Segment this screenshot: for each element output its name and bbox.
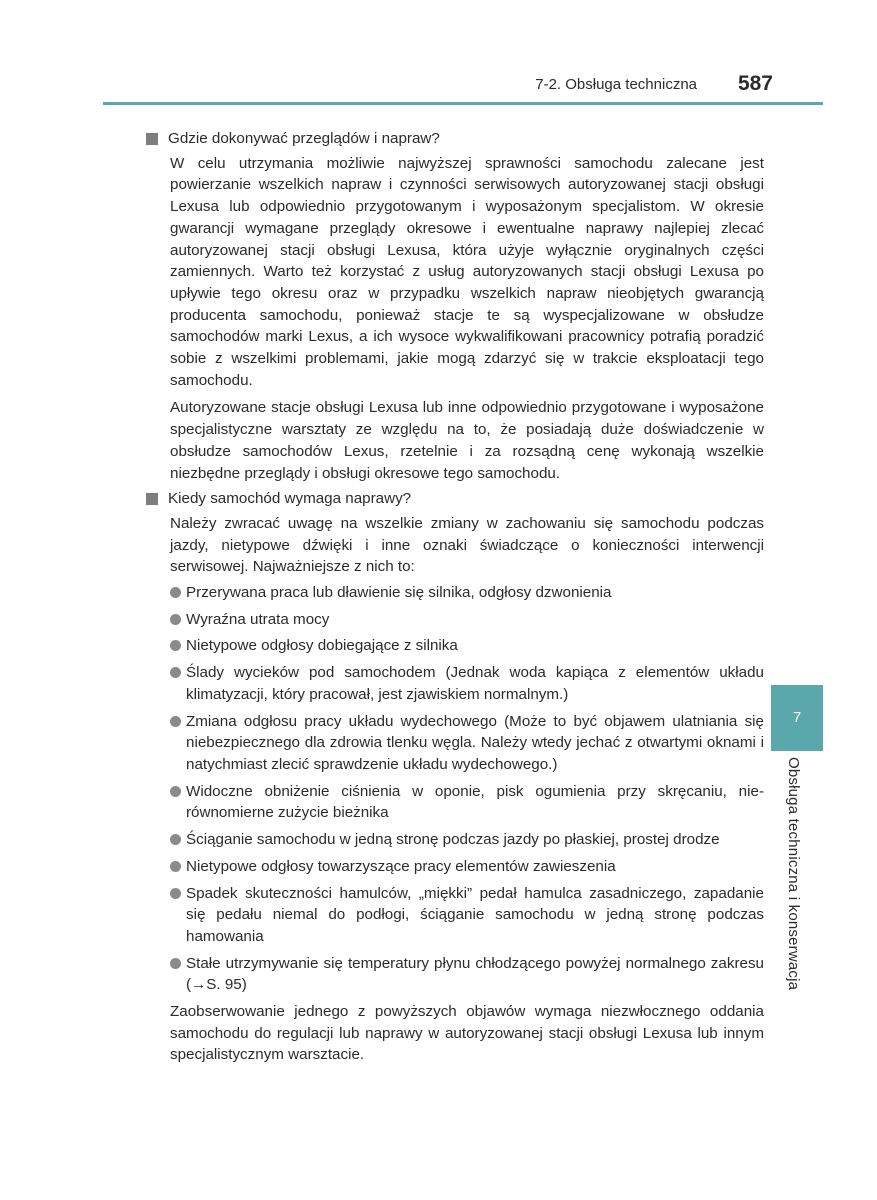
list-item [170, 662, 764, 705]
page-number: 587 [737, 72, 773, 95]
chapter-title: Obsługa techniczna i konserwacja [785, 757, 802, 991]
body-paragraph: W celu utrzymania możliwie najwyższej sprawności samochodu zalecane jest powierzanie wszelkich napraw i czynności serwisowych autoryzowanej stacji obsługi Lexusa lub odpowiednio przygotowanym i wyposażonym specjalistom. W okresie gwarancji wymagane przeglądy okresowe i ewentualne naprawy najlepiej zlecać autoryzowanej stacji obsługi Lexusa, która użyje wyłącznie oryginalnych części zamiennych. Warto też korzystać z usług autoryzowanych stacji obsługi Lexusa po upływie tego okresu oraz w przypadku wszelkich napraw nieobjętych gwarancją producenta samochodu, ponieważ stacje te są wyspecjalizowane w obsłudze samochodów marki Lexus, a ich wysoce wykwalifikowani pracownicy potrafią poradzić sobie z wszelkimi problemami, jakie mogą zdarzyć się w trakcie eksploatacji tego samochodu. [170, 154, 764, 389]
list-item-text: Zmiana odgłosu pracy układu wydechowego (Może to być objawem ulatniania się niebezpiecznego dla zdrowia tlenku węgla. Należy wtedy jechać z otwartymi oknami i natychmiast zlecić sprawdzenie układu wydechowego.) [186, 712, 764, 773]
circle-bullet-icon [170, 861, 181, 872]
square-bullet-icon [146, 133, 158, 145]
list-item-text: Wyraźna utrata mocy [186, 610, 330, 628]
section-heading-text: Gdzie dokonywać przeglądów i napraw? [168, 130, 440, 147]
circle-bullet-icon [170, 958, 181, 969]
circle-bullet-icon [170, 716, 181, 727]
circle-bullet-icon [170, 786, 181, 797]
body-paragraph: Autoryzowane stacje obsługi Lexusa lub inne odpowiednio przygotowane i wyposażone specjalistyczne warsztaty ze względu na to, że posiadają duże doświadczenie w obsłudze samochodów Lexus, rzetelnie i za rozsądną cenę wykonają wszelkie niezbędne przeglądy i obsługi okresowe tego samochodu. [170, 399, 764, 482]
body-paragraph: Należy zwracać uwagę na wszelkie zmiany w zachowaniu się samochodu podczas jazdy, nietypowe dźwięki i inne oznaki świadczące o konieczności interwencji serwisowej. Najważniejsze z nich to: [170, 514, 764, 576]
list-item [170, 711, 764, 776]
list-item-text: Nietypowe odgłosy towarzyszące pracy elementów zawieszenia [186, 857, 616, 875]
list-item [170, 883, 764, 948]
list-item [170, 781, 764, 824]
closing-paragraph: Zaobserwowanie jednego z powyższych objawów wymaga niezwłocznego oddania samochodu do regulacji lub naprawy w autoryzowanej stacji obsługi Lexusa lub innym specjalistycznym warsztacie. [170, 1003, 764, 1064]
list-item-text: Stałe utrzymywanie się temperatury płynu chłodzącego powyżej normalnego zakresu (→S. 95) [186, 954, 764, 994]
list-item [170, 582, 764, 604]
list-item [170, 829, 764, 851]
circle-bullet-icon [170, 640, 181, 651]
list-item [170, 953, 764, 996]
section-heading [146, 488, 764, 510]
symptom-list [170, 582, 764, 996]
header-rule [103, 102, 823, 105]
circle-bullet-icon [170, 834, 181, 845]
circle-bullet-icon [170, 587, 181, 598]
section-heading-text: Kiedy samochód wymaga naprawy? [168, 490, 412, 508]
page-content [146, 128, 764, 1066]
section-heading [146, 128, 764, 150]
list-item [170, 635, 764, 657]
list-item [170, 609, 764, 631]
chapter-tab [771, 685, 823, 751]
list-item-text: Przerywana praca lub dławienie się silnika, odgłosy dzwonienia [186, 584, 612, 602]
list-item [170, 856, 764, 878]
circle-bullet-icon [170, 614, 181, 625]
chapter-number: 7 [792, 709, 802, 726]
list-item-text: Ściąganie samochodu w jedną stronę podczas jazdy po płaskiej, prostej drodze [186, 831, 720, 849]
list-item-text: Spadek skuteczności hamulców, „miękki” pedał hamulca zasadniczego, zapadanie się pedału niemal do podłogi, ściąganie samochodu w jedną stronę podczas hamowania [186, 884, 764, 945]
list-item-text: Ślady wycieków pod samochodem (Jednak woda kapiąca z elementów układu klimatyzacji, który pracował, jest zjawiskiem normalnym.) [186, 664, 764, 703]
list-item-text: Nietypowe odgłosy dobiegające z silnika [186, 637, 458, 655]
square-bullet-icon [146, 493, 158, 505]
circle-bullet-icon [170, 667, 181, 678]
list-item-text: Widoczne obniżenie ciśnienia w oponie, pisk ogumienia przy skręcaniu, nierównomierne zużycie bieżnika [186, 782, 764, 822]
circle-bullet-icon [170, 888, 181, 899]
section-title: 7-2. Obsługa techniczna [535, 76, 697, 93]
